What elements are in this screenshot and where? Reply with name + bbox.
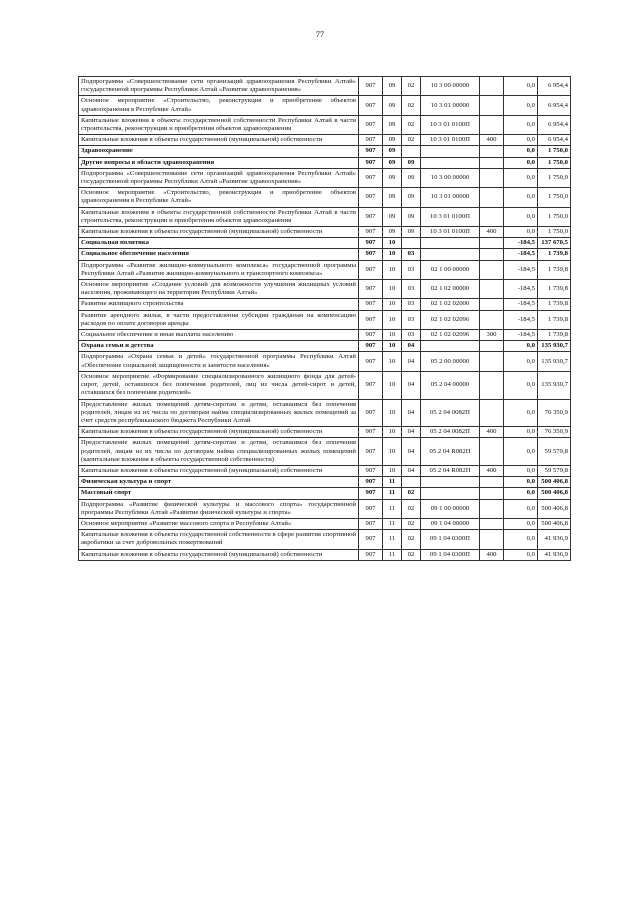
total-amount: 1 739,8 [538, 260, 571, 279]
row-name: Подпрограмма «Охрана семьи и детей» государственной программы Республики Алтай «Обеспечение социальной защищенности и занятости населения» [79, 352, 359, 371]
row-name: Подпрограмма «Развитие жилищно-коммунального комплекса» государственной программы Республики Алтай «Развитие жилищно-коммунального и транспортного комплекса» [79, 260, 359, 279]
grbs-code: 907 [359, 465, 383, 476]
change-amount: -184,5 [504, 238, 538, 249]
subsection-code: 02 [402, 135, 421, 146]
target-article-code: 05 2 00 00000 [421, 352, 480, 371]
expense-type-code [480, 238, 504, 249]
total-amount: 135 930,7 [538, 352, 571, 371]
grbs-code: 907 [359, 488, 383, 499]
grbs-code: 907 [359, 371, 383, 399]
target-article-code: 05 2 04 0082П [421, 399, 480, 427]
total-amount: 500 406,8 [538, 518, 571, 529]
subsection-code: 03 [402, 330, 421, 341]
row-name: Основное мероприятие «Строительство, реконструкция и приобретение объектов здравоохранения в Республике Алтай» [79, 96, 359, 115]
section-code: 09 [383, 168, 402, 187]
section-code: 09 [383, 157, 402, 168]
expense-type-code [480, 157, 504, 168]
subsection-code: 09 [402, 207, 421, 226]
row-name: Основное мероприятие «Развитие массового спорта в Республике Алтай» [79, 518, 359, 529]
expense-type-code [480, 168, 504, 187]
target-article-code: 05 2 04 0082П [421, 427, 480, 438]
target-article-code [421, 249, 480, 260]
section-code: 11 [383, 477, 402, 488]
total-amount: 1 750,0 [538, 227, 571, 238]
expense-type-code [480, 352, 504, 371]
row-name: Социальное обеспечение и иные выплаты населению [79, 330, 359, 341]
expense-type-code [480, 249, 504, 260]
subsection-code: 02 [402, 530, 421, 549]
table-row [79, 352, 571, 371]
section-code: 11 [383, 530, 402, 549]
section-code: 09 [383, 227, 402, 238]
subsection-code: 02 [402, 488, 421, 499]
expense-type-code [480, 207, 504, 226]
subsection-code: 04 [402, 352, 421, 371]
table-row [79, 146, 571, 157]
target-article-code [421, 341, 480, 352]
section-code: 10 [383, 299, 402, 310]
grbs-code: 907 [359, 330, 383, 341]
table-row [79, 96, 571, 115]
table-row [79, 465, 571, 476]
row-name: Предоставление жилых помещений детям-сиротам и детям, оставшимся без попечения родителей, лицам из их числа по договорам найма специализированных жилых помещений за счет средств республиканского бюджета Республики Алтай [79, 399, 359, 427]
change-amount: 0,0 [504, 115, 538, 134]
row-name: Предоставление жилых помещений детям-сиротам и детям, оставшимся без попечения родителей, лицам из их числа по договорам найма специализированных жилых помещений (капитальные вложения в объекты государственной собственности) [79, 438, 359, 466]
grbs-code: 907 [359, 96, 383, 115]
expense-type-code [480, 499, 504, 518]
row-name: Другие вопросы в области здравоохранения [79, 157, 359, 168]
target-article-code: 10 3 01 0100П [421, 115, 480, 134]
target-article-code [421, 238, 480, 249]
grbs-code: 907 [359, 530, 383, 549]
subsection-code: 04 [402, 427, 421, 438]
subsection-code [402, 146, 421, 157]
target-article-code: 09 1 04 0300П [421, 530, 480, 549]
section-code: 11 [383, 499, 402, 518]
grbs-code: 907 [359, 518, 383, 529]
target-article-code: 10 3 01 0100П [421, 227, 480, 238]
grbs-code: 907 [359, 427, 383, 438]
target-article-code: 02 1 02 02096 [421, 310, 480, 329]
row-name: Развитие арендного жилья, в части предоставления субсидии гражданам на компенсацию расходов по оплате договоров аренды [79, 310, 359, 329]
grbs-code: 907 [359, 352, 383, 371]
total-amount: 76 350,9 [538, 399, 571, 427]
table-row [79, 249, 571, 260]
section-code: 11 [383, 549, 402, 560]
table-row [79, 157, 571, 168]
target-article-code: 10 3 01 0100П [421, 207, 480, 226]
target-article-code: 05 2 04 R082П [421, 438, 480, 466]
grbs-code: 907 [359, 399, 383, 427]
subsection-code: 04 [402, 341, 421, 352]
expense-type-code [480, 77, 504, 96]
total-amount: 41 936,9 [538, 530, 571, 549]
subsection-code: 02 [402, 549, 421, 560]
target-article-code: 02 1 02 00000 [421, 280, 480, 299]
subsection-code: 02 [402, 96, 421, 115]
expense-type-code [480, 96, 504, 115]
table-row [79, 310, 571, 329]
change-amount: -184,5 [504, 280, 538, 299]
subsection-code: 04 [402, 438, 421, 466]
total-amount: 59 579,8 [538, 465, 571, 476]
row-name: Капитальные вложения в объекты государственной (муниципальной) собственности [79, 135, 359, 146]
row-name: Капитальные вложения в объекты государственной собственности Республики Алтай в части строительства, реконструкции и приобретения объектов здравоохранения [79, 207, 359, 226]
expense-type-code [480, 280, 504, 299]
expense-type-code [480, 341, 504, 352]
row-name: Подпрограмма «Совершенствование сети организаций здравоохранения Республики Алтай» государственной программы Республики Алтай «Развитие здравоохранения» [79, 77, 359, 96]
row-name: Социальная политика [79, 238, 359, 249]
change-amount: 0,0 [504, 371, 538, 399]
target-article-code: 10 3 01 0100П [421, 135, 480, 146]
change-amount: 0,0 [504, 352, 538, 371]
target-article-code: 10 3 01 00000 [421, 188, 480, 207]
target-article-code: 09 1 04 0300П [421, 549, 480, 560]
section-code: 09 [383, 207, 402, 226]
expense-type-code [480, 260, 504, 279]
section-code: 10 [383, 341, 402, 352]
row-name: Здравоохранение [79, 146, 359, 157]
table-row [79, 115, 571, 134]
target-article-code: 10 3 01 00000 [421, 96, 480, 115]
table-row [79, 530, 571, 549]
subsection-code: 03 [402, 280, 421, 299]
change-amount: 0,0 [504, 549, 538, 560]
subsection-code: 09 [402, 227, 421, 238]
change-amount: 0,0 [504, 438, 538, 466]
grbs-code: 907 [359, 207, 383, 226]
expense-type-code: 400 [480, 427, 504, 438]
subsection-code: 02 [402, 518, 421, 529]
grbs-code: 907 [359, 146, 383, 157]
subsection-code: 03 [402, 299, 421, 310]
expense-type-code: 400 [480, 135, 504, 146]
row-name: Физическая культура и спорт [79, 477, 359, 488]
expense-type-code [480, 310, 504, 329]
row-name: Основное мероприятие «Строительство, реконструкция и приобретение объектов здравоохранения в Республике Алтай» [79, 188, 359, 207]
change-amount: -184,5 [504, 260, 538, 279]
total-amount: 137 670,5 [538, 238, 571, 249]
expense-type-code [480, 115, 504, 134]
section-code: 10 [383, 260, 402, 279]
target-article-code: 09 1 04 00000 [421, 518, 480, 529]
subsection-code: 03 [402, 310, 421, 329]
total-amount: 6 954,4 [538, 115, 571, 134]
table-row [79, 488, 571, 499]
total-amount: 500 406,8 [538, 488, 571, 499]
table-row [79, 207, 571, 226]
total-amount: 76 350,9 [538, 427, 571, 438]
subsection-code: 02 [402, 77, 421, 96]
grbs-code: 907 [359, 438, 383, 466]
target-article-code: 02 1 02 02096 [421, 330, 480, 341]
grbs-code: 907 [359, 299, 383, 310]
target-article-code: 10 3 00 00000 [421, 168, 480, 187]
section-code: 10 [383, 399, 402, 427]
grbs-code: 907 [359, 477, 383, 488]
subsection-code: 03 [402, 249, 421, 260]
change-amount: 0,0 [504, 465, 538, 476]
section-code: 11 [383, 488, 402, 499]
section-code: 11 [383, 518, 402, 529]
total-amount: 1 750,0 [538, 168, 571, 187]
table-row [79, 188, 571, 207]
total-amount: 41 936,9 [538, 549, 571, 560]
expense-type-code [480, 146, 504, 157]
total-amount: 500 406,8 [538, 499, 571, 518]
section-code: 10 [383, 438, 402, 466]
change-amount: 0,0 [504, 188, 538, 207]
section-code: 09 [383, 96, 402, 115]
table-row [79, 399, 571, 427]
section-code: 09 [383, 77, 402, 96]
row-name: Массовый спорт [79, 488, 359, 499]
table-row [79, 499, 571, 518]
table-row [79, 135, 571, 146]
target-article-code [421, 477, 480, 488]
row-name: Охрана семьи и детства [79, 341, 359, 352]
subsection-code: 02 [402, 115, 421, 134]
section-code: 10 [383, 330, 402, 341]
subsection-code [402, 477, 421, 488]
expense-type-code: 400 [480, 465, 504, 476]
total-amount: 59 579,8 [538, 438, 571, 466]
row-name: Социальное обеспечение населения [79, 249, 359, 260]
total-amount: 1 739,8 [538, 249, 571, 260]
grbs-code: 907 [359, 341, 383, 352]
grbs-code: 907 [359, 310, 383, 329]
change-amount: -184,5 [504, 310, 538, 329]
row-name: Капитальные вложения в объекты государственной (муниципальной) собственности [79, 465, 359, 476]
expense-type-code [480, 438, 504, 466]
table-row [79, 477, 571, 488]
table-row [79, 260, 571, 279]
grbs-code: 907 [359, 77, 383, 96]
table-row [79, 549, 571, 560]
change-amount: -184,5 [504, 330, 538, 341]
row-name: Развитие жилищного строительства [79, 299, 359, 310]
grbs-code: 907 [359, 168, 383, 187]
subsection-code: 02 [402, 499, 421, 518]
expense-type-code [480, 477, 504, 488]
grbs-code: 907 [359, 227, 383, 238]
table-row [79, 299, 571, 310]
subsection-code: 04 [402, 399, 421, 427]
total-amount: 135 930,7 [538, 371, 571, 399]
expense-type-code [480, 399, 504, 427]
grbs-code: 907 [359, 157, 383, 168]
total-amount: 1 750,0 [538, 157, 571, 168]
expense-type-code: 300 [480, 330, 504, 341]
total-amount: 1 750,0 [538, 146, 571, 157]
table-row [79, 518, 571, 529]
change-amount: 0,0 [504, 227, 538, 238]
change-amount: 0,0 [504, 77, 538, 96]
change-amount: 0,0 [504, 341, 538, 352]
row-name: Подпрограмма «Совершенствование сети организаций здравоохранения Республики Алтай» государственной программы Республики Алтай «Развитие здравоохранения» [79, 168, 359, 187]
section-code: 10 [383, 427, 402, 438]
table-row [79, 330, 571, 341]
subsection-code: 09 [402, 188, 421, 207]
change-amount: 0,0 [504, 135, 538, 146]
change-amount: 0,0 [504, 530, 538, 549]
grbs-code: 907 [359, 260, 383, 279]
section-code: 09 [383, 146, 402, 157]
row-name: Капитальные вложения в объекты государственной собственности в сфере развития спортивной акробатики за счет добровольных пожертвований [79, 530, 359, 549]
table-row [79, 427, 571, 438]
table-row [79, 438, 571, 466]
total-amount: 1 739,8 [538, 330, 571, 341]
table-row [79, 168, 571, 187]
change-amount: -184,5 [504, 299, 538, 310]
expense-type-code: 400 [480, 227, 504, 238]
section-code: 10 [383, 280, 402, 299]
target-article-code: 05 2 04 R082П [421, 465, 480, 476]
expense-type-code [480, 488, 504, 499]
section-code: 09 [383, 135, 402, 146]
table-row [79, 238, 571, 249]
target-article-code [421, 488, 480, 499]
total-amount: 6 954,4 [538, 96, 571, 115]
change-amount: 0,0 [504, 518, 538, 529]
row-name: Капитальные вложения в объекты государственной (муниципальной) собственности [79, 549, 359, 560]
subsection-code: 04 [402, 371, 421, 399]
grbs-code: 907 [359, 499, 383, 518]
total-amount: 1 739,8 [538, 280, 571, 299]
grbs-code: 907 [359, 115, 383, 134]
total-amount: 1 750,0 [538, 207, 571, 226]
section-code: 10 [383, 371, 402, 399]
total-amount: 6 954,4 [538, 77, 571, 96]
expense-type-code [480, 371, 504, 399]
change-amount: 0,0 [504, 207, 538, 226]
target-article-code: 05 2 04 00000 [421, 371, 480, 399]
section-code: 09 [383, 115, 402, 134]
target-article-code: 02 1 02 02000 [421, 299, 480, 310]
total-amount: 6 954,4 [538, 135, 571, 146]
row-name: Капитальные вложения в объекты государственной (муниципальной) собственности [79, 227, 359, 238]
total-amount: 1 750,0 [538, 188, 571, 207]
table-row [79, 77, 571, 96]
table-row [79, 280, 571, 299]
expense-type-code [480, 518, 504, 529]
grbs-code: 907 [359, 549, 383, 560]
row-name: Основное мероприятие «Создание условий для возможности улучшения жилищных условий населения, проживающего на территории Республики Алтай» [79, 280, 359, 299]
section-code: 10 [383, 465, 402, 476]
change-amount: 0,0 [504, 168, 538, 187]
row-name: Капитальные вложения в объекты государственной собственности Республики Алтай в части строительства, реконструкции и приобретения объектов здравоохранения [79, 115, 359, 134]
change-amount: -184,5 [504, 249, 538, 260]
change-amount: 0,0 [504, 488, 538, 499]
target-article-code: 09 1 00 00000 [421, 499, 480, 518]
grbs-code: 907 [359, 135, 383, 146]
grbs-code: 907 [359, 188, 383, 207]
total-amount: 500 406,8 [538, 477, 571, 488]
table-row [79, 227, 571, 238]
grbs-code: 907 [359, 280, 383, 299]
total-amount: 1 739,8 [538, 299, 571, 310]
expense-type-code: 400 [480, 549, 504, 560]
budget-table [78, 76, 571, 561]
target-article-code: 02 1 00 00000 [421, 260, 480, 279]
subsection-code: 09 [402, 168, 421, 187]
change-amount: 0,0 [504, 146, 538, 157]
target-article-code [421, 146, 480, 157]
total-amount: 135 930,7 [538, 341, 571, 352]
target-article-code [421, 157, 480, 168]
subsection-code [402, 238, 421, 249]
change-amount: 0,0 [504, 499, 538, 518]
expense-type-code [480, 188, 504, 207]
section-code: 10 [383, 238, 402, 249]
subsection-code: 03 [402, 260, 421, 279]
change-amount: 0,0 [504, 477, 538, 488]
expense-type-code [480, 530, 504, 549]
change-amount: 0,0 [504, 427, 538, 438]
subsection-code: 09 [402, 157, 421, 168]
section-code: 10 [383, 249, 402, 260]
target-article-code: 10 3 00 00000 [421, 77, 480, 96]
grbs-code: 907 [359, 249, 383, 260]
change-amount: 0,0 [504, 399, 538, 427]
subsection-code: 04 [402, 465, 421, 476]
section-code: 09 [383, 188, 402, 207]
row-name: Капитальные вложения в объекты государственной (муниципальной) собственности [79, 427, 359, 438]
change-amount: 0,0 [504, 157, 538, 168]
change-amount: 0,0 [504, 96, 538, 115]
section-code: 10 [383, 310, 402, 329]
expense-type-code [480, 299, 504, 310]
page-number: 77 [316, 30, 324, 39]
total-amount: 1 739,8 [538, 310, 571, 329]
grbs-code: 907 [359, 238, 383, 249]
row-name: Основное мероприятие «Формирование специализированного жилищного фонда для детей-сирот, детей, оставшихся без попечения родителей, лиц из числа детей-сирот и детей, оставшихся без попечения родителей» [79, 371, 359, 399]
section-code: 10 [383, 352, 402, 371]
row-name: Подпрограмма «Развитие физической культуры и массового спорта» государственной программы Республики Алтай «Развитие физической культуры и спорта» [79, 499, 359, 518]
table-row [79, 371, 571, 399]
table-row [79, 341, 571, 352]
